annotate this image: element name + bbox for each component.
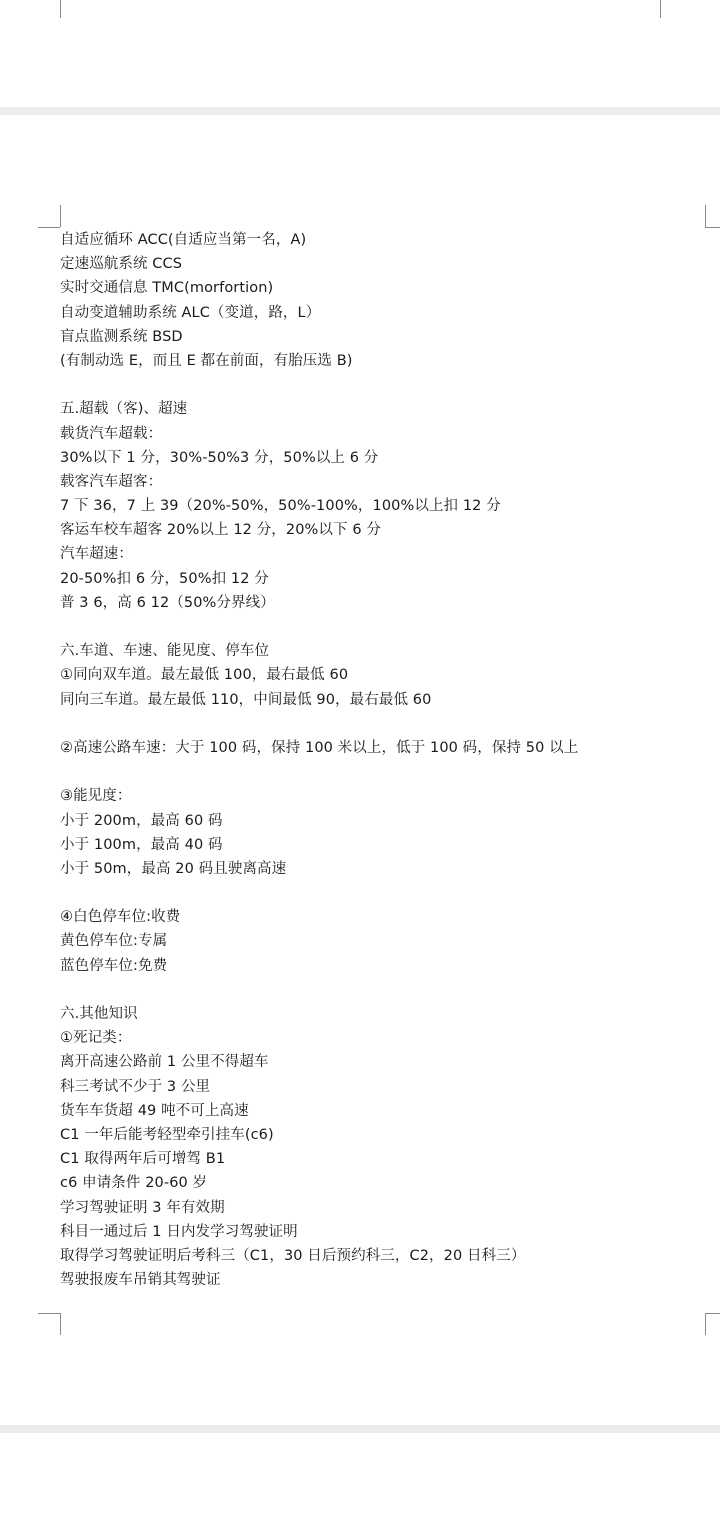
text-line: (有制动选 E，而且 E 都在前面，有胎压选 B) xyxy=(60,352,353,369)
text-line: 五.超载（客)、超速 xyxy=(60,401,188,418)
corner-mark xyxy=(38,227,60,228)
corner-mark xyxy=(705,205,706,227)
text-line: 货车车货超 49 吨不可上高速 xyxy=(60,1102,249,1119)
text-line: 黄色停车位:专属 xyxy=(60,933,168,950)
text-line: 小于 200m，最高 60 码 xyxy=(60,812,223,829)
text-line: c6 申请条件 20-60 岁 xyxy=(60,1175,208,1192)
corner-mark xyxy=(705,227,720,228)
text-line: 定速巡航系统 CCS xyxy=(60,256,183,273)
text-line: 科三考试不少于 3 公里 xyxy=(60,1078,211,1095)
text-line: 实时交通信息 TMC(morfortion) xyxy=(60,280,274,297)
corner-mark xyxy=(60,205,61,227)
corner-mark xyxy=(705,1313,720,1314)
text-line: 蓝色停车位:免费 xyxy=(60,957,168,974)
text-line: ①同向双车道。最左最低 100，最右最低 60 xyxy=(60,667,349,684)
text-line: 载货汽车超载： xyxy=(60,425,163,442)
text-line: 普 3 6，高 6 12（50%分界线） xyxy=(60,594,275,611)
text-line: ③能见度： xyxy=(60,788,132,805)
corner-mark xyxy=(60,1313,61,1335)
blank-line xyxy=(60,712,700,736)
text-line: 20-50%扣 6 分，50%扣 12 分 xyxy=(60,570,269,587)
blank-line xyxy=(60,615,700,639)
text-line: 小于 100m，最高 40 码 xyxy=(60,836,223,853)
text-line: C1 取得两年后可增驾 B1 xyxy=(60,1151,226,1168)
blank-line xyxy=(60,760,700,784)
text-line: 自动变道辅助系统 ALC（变道，路，L） xyxy=(60,304,321,321)
blank-line xyxy=(60,978,700,1002)
text-line: 汽车超速： xyxy=(60,546,133,563)
text-line: 载客汽车超客： xyxy=(60,473,163,490)
text-line: 30%以下 1 分，30%-50%3 分，50%以上 6 分 xyxy=(60,449,379,466)
text-line: ①死记类： xyxy=(60,1030,132,1047)
text-line: ②高速公路车速：大于 100 码，保持 100 米以上，低于 100 码，保持 50 以上 xyxy=(60,739,579,756)
corner-mark xyxy=(705,1313,706,1335)
text-line: 取得学习驾驶证明后考科三（C1，30 日后预约科三，C2，20 日科三） xyxy=(60,1247,526,1264)
text-line: 7 下 36，7 上 39（20%-50%，50%-100%，100%以上扣 12 分 xyxy=(60,498,501,515)
page-separator xyxy=(0,107,720,115)
text-line: C1 一年后能考轻型牵引挂车(c6) xyxy=(60,1126,274,1143)
text-line: 同向三车道。最左最低 110，中间最低 90，最右最低 60 xyxy=(60,691,432,708)
text-line: 科目一通过后 1 日内发学习驾驶证明 xyxy=(60,1223,298,1240)
corner-mark xyxy=(660,0,661,18)
text-line: 六.车道、车速、能见度、停车位 xyxy=(60,643,270,660)
text-line: 小于 50m，最高 20 码且驶离高速 xyxy=(60,860,287,877)
blank-line xyxy=(60,373,700,397)
text-line: ④白色停车位:收费 xyxy=(60,909,181,926)
blank-line xyxy=(60,881,700,905)
text-line: 驾驶报废车吊销其驾驶证 xyxy=(60,1272,221,1289)
page-separator xyxy=(0,1425,720,1433)
text-line: 六.其他知识 xyxy=(60,1006,138,1022)
text-line: 客运车校车超客 20%以上 12 分，20%以下 6 分 xyxy=(60,522,381,539)
text-line: 离开高速公路前 1 公里不得超车 xyxy=(60,1054,269,1071)
text-line: 盲点监测系统 BSD xyxy=(60,328,183,345)
document-body xyxy=(60,228,700,1292)
text-line: 自适应循环 ACC(自适应当第一名，A) xyxy=(60,232,307,248)
text-line: 学习驾驶证明 3 年有效期 xyxy=(60,1199,225,1216)
corner-mark xyxy=(60,0,61,18)
corner-mark xyxy=(38,1313,60,1314)
